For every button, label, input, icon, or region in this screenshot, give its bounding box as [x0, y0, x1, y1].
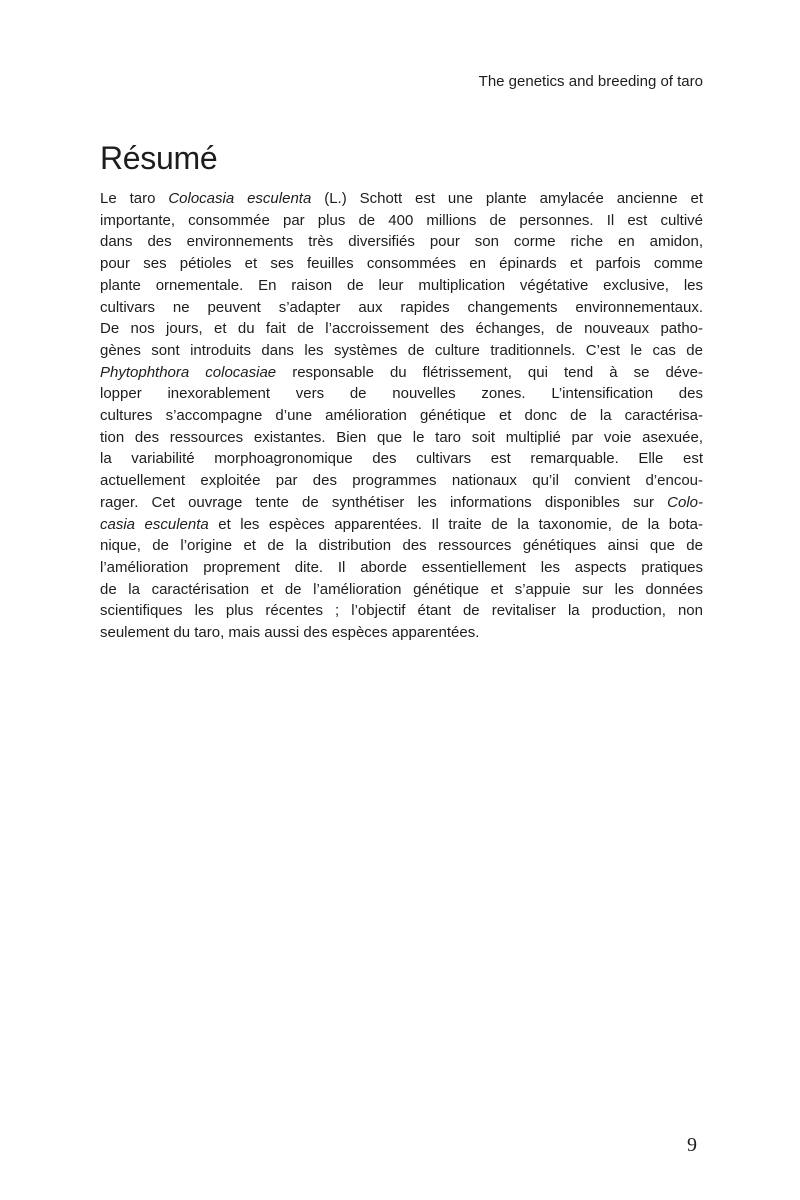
- paragraph-line: [100, 383, 703, 405]
- paragraph-line: [100, 318, 703, 340]
- paragraph-line: [100, 535, 703, 557]
- text-segment: cultures s’accompagne d’une amélioration génétique et donc de la caractérisa-: [100, 407, 703, 425]
- paragraph-line: [100, 188, 703, 210]
- paragraph-line: [100, 210, 703, 232]
- text-segment: gènes sont introduits dans les systèmes de culture traditionnels. C’est le cas de: [100, 341, 703, 359]
- text-segment: la variabilité morphoagronomique des cultivars est remarquable. Elle est: [100, 450, 703, 468]
- text-segment: Le taro: [100, 190, 169, 207]
- paragraph-line: [100, 514, 703, 536]
- page-number: 9: [687, 1134, 697, 1156]
- text-segment: pour ses pétioles et ses feuilles consommées en épinards et parfois comme: [100, 255, 703, 273]
- species-name-italic: Phytophthora colocasiae: [100, 363, 277, 381]
- text-segment: cultivars ne peuvent s’adapter aux rapides changements environnementaux.: [100, 298, 703, 316]
- text-segment: et les espèces apparentées. Il traite de la taxonomie, de la bota-: [208, 515, 703, 533]
- paragraph-line: [100, 297, 703, 319]
- paragraph-line: [100, 600, 703, 622]
- abstract-paragraph: [100, 188, 703, 644]
- text-segment: responsable du flétrissement, qui tend à se déve-: [276, 363, 703, 381]
- text-segment: dans des environnements très diversifiés pour son corme riche en amidon,: [100, 233, 703, 251]
- paragraph-line: [100, 275, 703, 297]
- paragraph-line: [100, 448, 703, 470]
- paragraph-line: [100, 340, 703, 362]
- paragraph-line: [100, 557, 703, 579]
- paragraph-line: [100, 362, 703, 384]
- text-segment: de la caractérisation et de l’amélioration génétique et s’appuie sur les données: [100, 580, 703, 598]
- species-name-italic: Colo-: [667, 493, 703, 511]
- paragraph-line: [100, 253, 703, 275]
- page-title: Résumé: [100, 140, 218, 176]
- paragraph-line: [100, 622, 703, 644]
- text-segment: importante, consommée par plus de 400 millions de personnes. Il est cultivé: [100, 211, 703, 229]
- text-segment: De nos jours, et du fait de l’accroissement des échanges, de nouveaux patho-: [100, 320, 703, 338]
- text-segment: nique, de l’origine et de la distribution des ressources génétiques ainsi que de: [100, 537, 703, 555]
- paragraph-line: [100, 405, 703, 427]
- text-segment: lopper inexorablement vers de nouvelles zones. L’intensification des: [100, 385, 703, 403]
- paragraph-line: [100, 579, 703, 601]
- text-segment: seulement du taro, mais aussi des espèces apparentées.: [100, 624, 480, 642]
- text-segment: rager. Cet ouvrage tente de synthétiser les informations disponibles sur: [100, 493, 668, 511]
- text-segment: l’amélioration proprement dite. Il aborde essentiellement les aspects pratiques: [100, 558, 703, 576]
- species-name-italic: casia esculenta: [100, 515, 209, 533]
- text-segment: scientifiques les plus récentes ; l’objectif étant de revitaliser la production, non: [100, 602, 703, 620]
- text-segment: tion des ressources existantes. Bien que le taro soit multiplié par voie asexuée,: [100, 428, 703, 446]
- paragraph-line: [100, 492, 703, 514]
- paragraph-line: [100, 470, 703, 492]
- paragraph-line: [100, 427, 703, 449]
- text-segment: actuellement exploitée par des programmes nationaux qu’il convient d’encou-: [100, 472, 703, 490]
- paragraph-line: [100, 231, 703, 253]
- species-name-italic: Colocasia esculenta: [168, 190, 312, 207]
- text-segment: (L.) Schott est une plante amylacée ancienne et: [311, 190, 703, 207]
- running-header: The genetics and breeding of taro: [478, 73, 703, 90]
- text-segment: plante ornementale. En raison de leur multiplication végétative exclusive, les: [100, 276, 703, 294]
